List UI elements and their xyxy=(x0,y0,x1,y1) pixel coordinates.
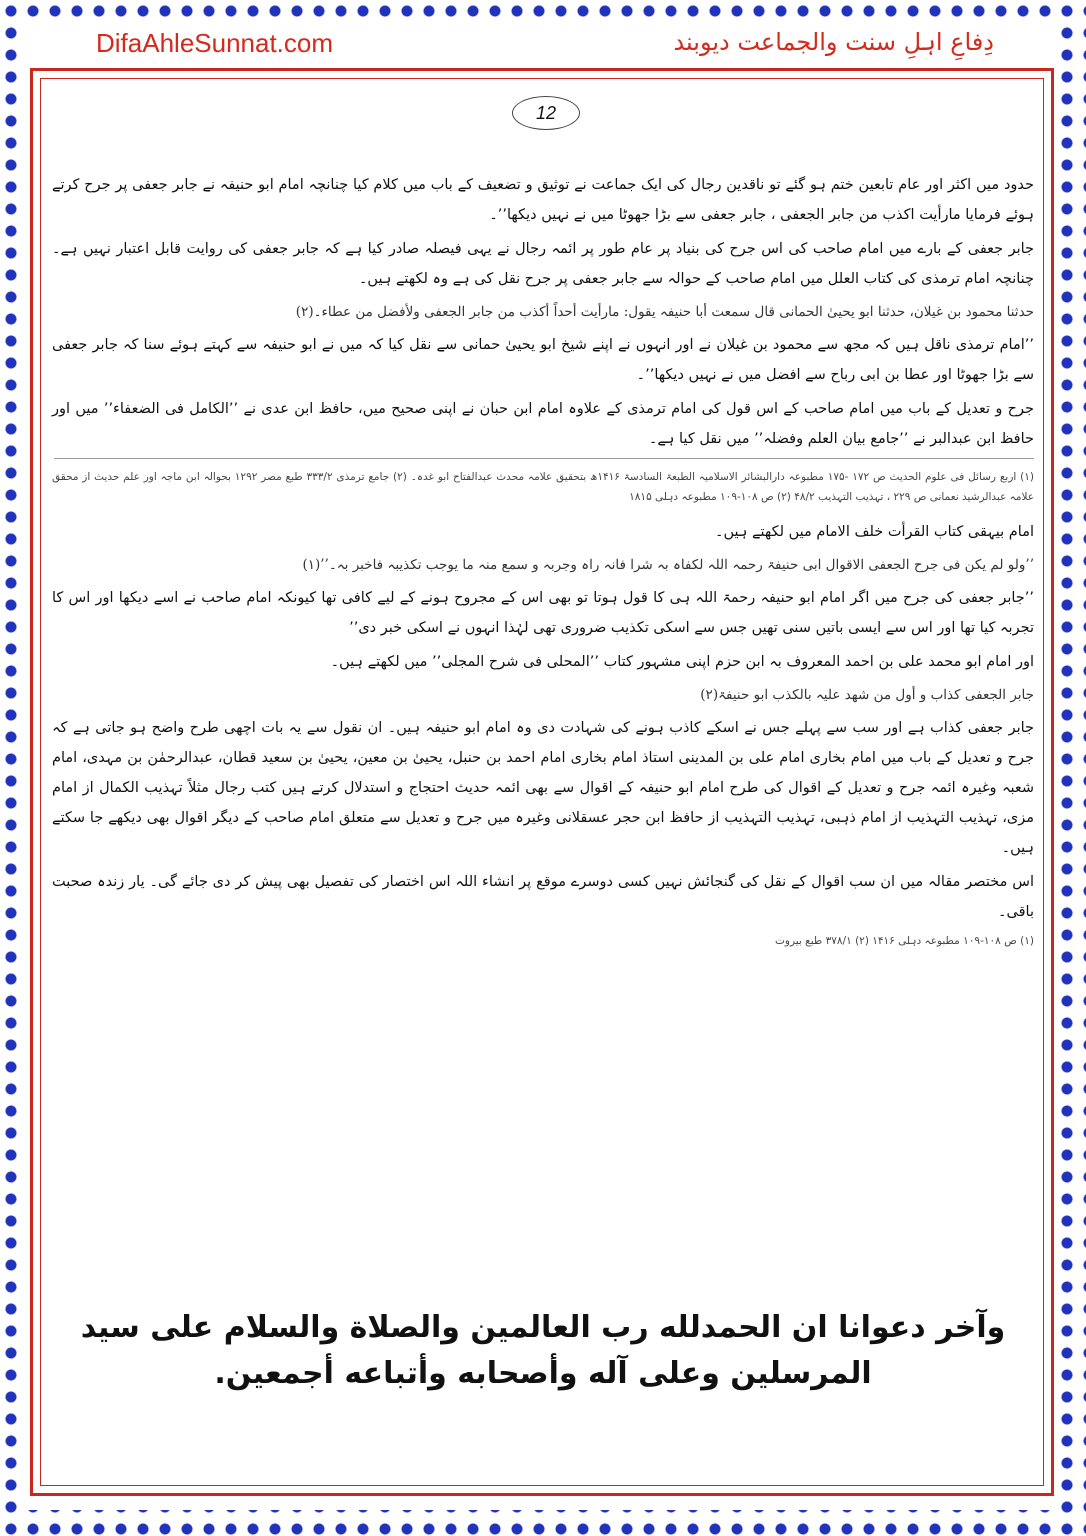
paragraph-9: اس مختصر مقالہ میں ان سب اقوال کے نقل کی گنجائش نہیں کسی دوسرے موقع پر انشاء اللہ اس اختصار کی تفصیل بھی پیش کر دی جائے گی۔ یار زندہ صحبت باقی۔ xyxy=(52,874,1034,920)
arabic-quote-3: جابر الجعفی کذاب و أول من شھد علیہ بالکذب ابو حنیفۃ(۲) xyxy=(700,687,1034,703)
site-url[interactable]: DifaAhleSunnat.com xyxy=(96,28,334,58)
header-title: دِفاعِ اہلِ سنت والجماعت دیوبند xyxy=(673,28,994,56)
paragraph-8: جابر جعفی کذاب ہے اور سب سے پہلے جس نے اسکے کاذب ہونے کی شہادت دی وہ امام ابو حنیفہ ہیں۔ ان نقول سے یہ بات اچھی طرح واضح ہو جاتی ہے کہ جرح و تعدیل کے باب میں امام بخاری امام علی بن المدینی استاذ امام بخاری امام احمد بن حنبل، یحییٰ بن معین، یحییٰ بن سعید قطان، عبدالرحمٰن بن مہدی، امام شعبہ وغیرہ ائمہ جرح و تعدیل کے اقوال کی طرح امام ابو حنیفہ کے اقوال سے بھی ائمہ حدیث احتجاج و استدلال کرتے ہیں کتب رجال مثلاً تہذیب الکمال از امام مزی، تہذیب التہذیب از امام ذہبی، تہذیب التہذیب از حافظ ابن حجر عسقلانی وغیرہ میں جرح و تعدیل سے متعلق امام صاحب کے دیگر اقوال بھی دیکھے جا سکتے ہیں۔ xyxy=(52,720,1034,856)
paragraph-3: ’’امام ترمذی ناقل ہیں کہ مجھ سے محمود بن غیلان نے اور انہوں نے اپنے شیخ ابو یحییٰ حمانی سے نقل کیا کہ میں نے ابو حنیفہ سے کہتے ہوئے سنا کہ جابر جعفی سے بڑا جھوٹا اور عطا بن ابی رباح سے افضل میں نے نہیں دیکھا’’۔ xyxy=(52,337,1034,383)
paragraph-6: ’’جابر جعفی کی جرح میں اگر امام ابو حنیفہ رحمۃ اللہ ہی کا قول ہوتا تو بھی اس کے مجروح ہونے کے لیے کافی تھا کیونکہ امام صاحب نے اسے دیکھا اور اس کا تجربہ کیا تھا اور اس سے ایسی باتیں سنی تھیں جس سے اسکی تکذیب ضروری تھی لہٰذا انہوں نے اسکی خبر دی’’ xyxy=(52,590,1034,636)
footnote-2: (۱) ص ۱۰۸-۱۰۹ مطبوعہ دہلی ۱۴۱۶ (۲) ۳۷۸/۱ طبع بیروت xyxy=(774,935,1034,947)
arabic-quote-1: حدثنا محمود بن غیلان، حدثنا ابو یحییٰ الحمانی قال سمعت أبا حنیفہ یقول: مارأیت أحداً أکذب من جابر الجعفی ولأفضل من عطاء۔(۲) xyxy=(295,304,1034,320)
footnote-divider xyxy=(54,458,1034,459)
paragraph-5: امام بیہقی کتاب القرأت خلف الامام میں لکھتے ہیں۔ xyxy=(715,524,1034,540)
paragraph-1: حدود میں اکثر اور عام تابعین ختم ہو گئے تو ناقدین رجال کی ایک جماعت نے توثیق و تضعیف کے باب میں کلام کیا چنانچہ امام ابو حنیفہ نے جابر جعفی پر جرح کرتے ہوئے فرمایا مارأیت اکذب من جابر الجعفی ، جابر جعفی سے بڑا جھوٹا میں نے نہیں دیکھا’’۔ xyxy=(52,177,1034,223)
page-number: 12 xyxy=(512,96,580,130)
closing-dua: وآخر دعوانا ان الحمدلله رب العالمين والصلاة والسلام على سيد المرسلين وعلى آله وأصحابه وأتباعه أجمعين. xyxy=(80,1310,1006,1391)
footnote-1: (۱) اربع رسائل فی علوم الحدیث ص ۱۷۲ -۱۷۵ مطبوعہ دارالبشائر الاسلامیہ الطبعۃ السادسۃ ۱۴۱۶ھ بتحقیق علامہ محدث عبدالفتاح ابو غدہ۔ (۲) جامع ترمذی ۳۳۳/۲ طبع مصر ۱۲۹۲ بحوالہ ابن ماجہ اور علم حدیث از محقق علامہ عبدالرشید نعمانی ص ۲۲۹ ، تہذیب التہذیب ۴۸/۲ (۲) ص ۱۰۸-۱۰۹ مطبوعہ دہلی ۱۸۱۵ xyxy=(52,471,1035,503)
paragraph-2: جابر جعفی کے بارے میں امام صاحب کی اس جرح کی بنیاد پر عام طور پر ائمہ رجال نے یہی فیصلہ صادر کیا ہے کہ جابر جعفی کی روایت قابل اعتبار نہیں ہے۔ چنانچہ امام ترمذی کی کتاب العلل میں امام صاحب کے حوالہ سے جابر جعفی پر جرح نقل کی ہے وہ لکھتے ہیں۔ xyxy=(52,241,1034,287)
arabic-quote-2: ’’ولو لم یکن فی جرح الجعفی الاقوال ابی حنیفۃ رحمہ اللہ لکفاہ بہ شرا فانہ راہ وجربہ و سمع منہ ما یوجب تکذیبہ فاخبر بہ۔’’(۱) xyxy=(302,557,1034,573)
paragraph-7: اور امام ابو محمد علی بن احمد المعروف بہ ابن حزم اپنی مشہور کتاب ’’المحلی فی شرح المجلی’’ میں لکھتے ہیں۔ xyxy=(330,654,1034,670)
main-content xyxy=(52,170,1034,961)
paragraph-4: جرح و تعدیل کے باب میں امام صاحب کے اس قول کی امام ترمذی کے علاوہ امام ابن حبان نے اپنی صحیح میں، حافظ ابن عدی نے ’’الکامل فی الضعفاء’’ میں اور حافظ ابن عبدالبر نے ’’جامع بیان العلم وفضلہ’’ میں نقل کیا ہے۔ xyxy=(52,401,1034,447)
